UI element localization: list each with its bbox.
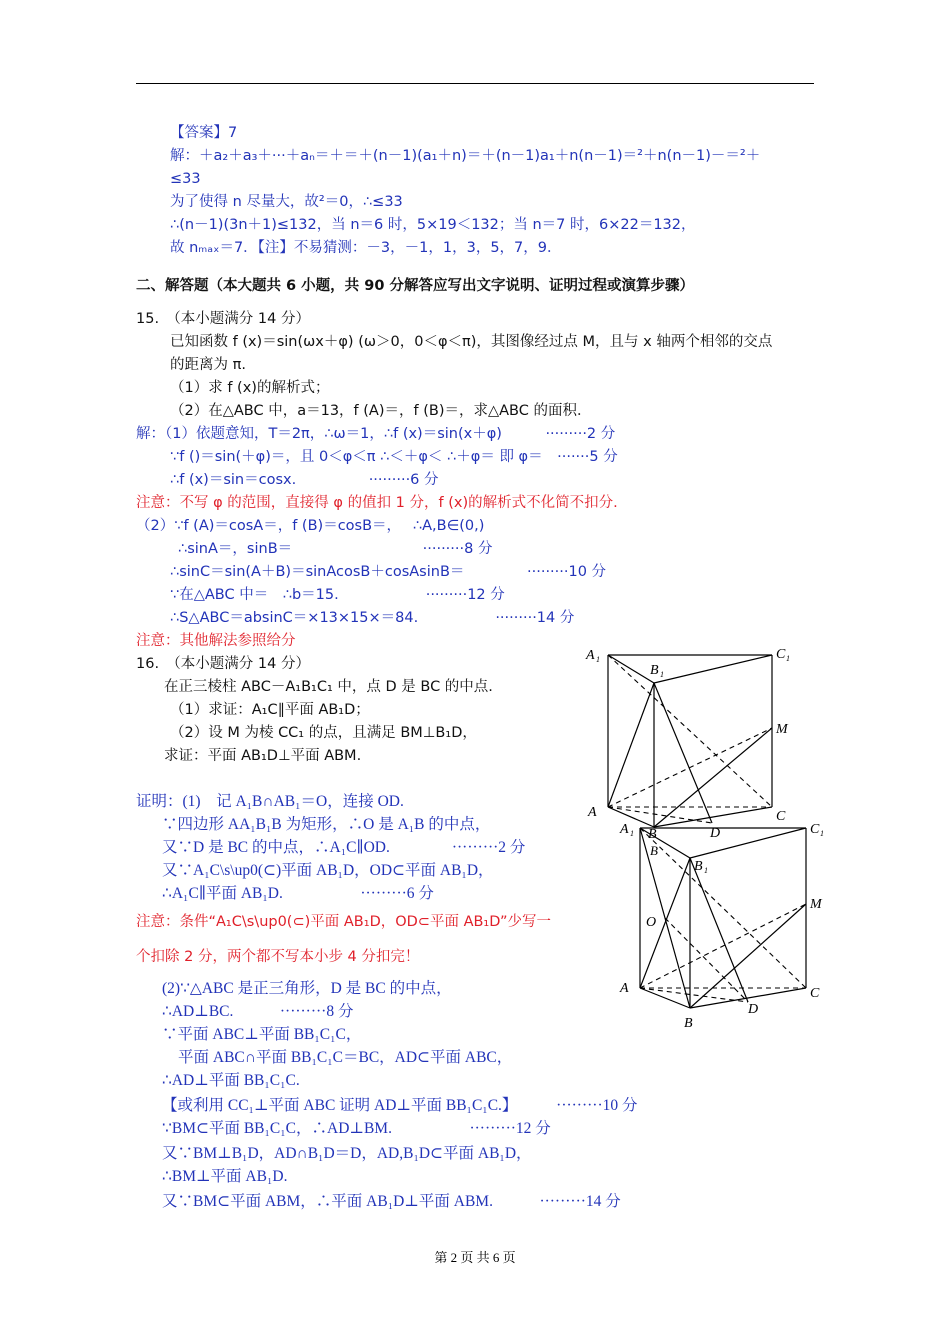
solution-line: 解：＋a₂＋a₃＋···＋aₙ＝＋＝＋(n－1)(a₁＋n)＝＋(n－1)a₁＋n(n－1)＝²＋n(n－1)－＝²＋ (170, 148, 761, 164)
label-M: M (776, 722, 788, 737)
label-O: O (646, 915, 657, 930)
answer-line: 【答案】7 (170, 125, 238, 141)
label-M: M (810, 897, 822, 912)
label-B1: B (650, 663, 659, 678)
solution-line: ∴S△ABC＝absinC＝×13×15×＝84. ·········14 分 (170, 610, 575, 626)
solution-line: ≤33 (170, 171, 201, 187)
label-B: B (684, 1016, 693, 1031)
section-heading: 二、解答题（本大题共 6 小题，共 90 分解答应写出文字说明、证明过程或演算步骤） (136, 278, 694, 294)
problem-text: （1）求 f (x)的解析式； (170, 380, 330, 396)
proof-line: 【或利用 CC₁⊥平面 ABC 证明 AD⊥平面 BB₁C₁C.】 ·········10 分 (162, 1097, 638, 1114)
solution-line: 解：（1）依题意知，T＝2π，∴ω＝1，∴f (x)＝sin(x＋φ) ·········2 分 (136, 426, 616, 442)
note-line: 注意：不写 φ 的范围，直接得 φ 的值扣 1 分，f (x)的解析式不化简不扣分. (136, 495, 618, 511)
page-footer: 第 2 页 共 6 页 (434, 1250, 516, 1265)
label-C1: C (776, 647, 786, 662)
label-A1-sub: 1 (596, 655, 600, 664)
label-C1-sub: 1 (820, 829, 824, 838)
label-B1-sub: 1 (704, 866, 708, 875)
label-B-top: B (650, 843, 658, 858)
label-B1: B (694, 859, 703, 874)
prism-figure-1 (580, 640, 800, 840)
proof-line: 又∵BM⊂平面 ABM，∴平面 AB₁D⊥平面 ABM. ·········14 分 (162, 1193, 621, 1210)
solution-line: ∵f ()＝sin(＋φ)＝，且 0＜φ＜π ∴＜＋φ＜ ∴＋φ＝ 即 φ＝ ·······5 分 (170, 449, 618, 465)
problem-text: 求证：平面 AB₁D⊥平面 ABM. (164, 748, 362, 764)
note-line: 个扣除 2 分，两个都不写本小步 4 分扣完！ (136, 949, 420, 965)
problem-text: 的距离为 π. (170, 357, 246, 373)
label-A: A (620, 981, 629, 996)
proof-line: 证明：(1) 记 A₁B∩AB₁＝O，连接 OD. (136, 793, 404, 810)
proof-line: 又∵BM⊥B₁D，AD∩B₁D＝D，AD,B₁D⊂平面 AB₁D， (162, 1145, 532, 1162)
label-C1: C (810, 822, 820, 837)
label-C: C (776, 809, 786, 824)
proof-line: ∴AD⊥平面 BB₁C₁C. (162, 1072, 300, 1089)
proof-line: ∴A₁C∥平面 AB₁D. ·········6 分 (162, 885, 434, 902)
header-rule (136, 83, 814, 84)
label-B: B (648, 827, 657, 840)
note-line: 注意：其他解法参照给分 (136, 633, 296, 649)
problem-text: 在正三棱柱 ABC－A₁B₁C₁ 中，点 D 是 BC 的中点. (164, 679, 493, 695)
label-D: D (710, 826, 721, 840)
label-A1-sub: 1 (630, 829, 634, 838)
problem-text: （2）在△ABC 中，a＝13，f (A)＝，f (B)＝，求△ABC 的面积． (170, 403, 592, 419)
label-B1-sub: 1 (660, 670, 664, 679)
problem-text: （1）求证：A₁C∥平面 AB₁D； (170, 702, 370, 718)
solution-line: ∵在△ABC 中＝ ∴b＝15. ·········12 分 (170, 587, 505, 603)
problem-text: 已知函数 f (x)＝sin(ωx＋φ) (ω＞0，0＜φ＜π)，其图像经过点 M，且与 x 轴两个相邻的交点 (170, 334, 773, 350)
label-C1-sub: 1 (786, 654, 790, 663)
solution-line: ∴sinA＝，sinB＝ ·········8 分 (178, 541, 493, 557)
solution-line: 为了使得 n 尽量大，故²＝0，∴≤33 (170, 194, 403, 210)
proof-line: ∵四边形 AA₁B₁B 为矩形，∴O 是 A₁B 的中点， (162, 816, 491, 833)
proof-line: 平面 ABC∩平面 BB₁C₁C＝BC，AD⊂平面 ABC， (178, 1049, 513, 1066)
solution-line: ∴sinC＝sin(A＋B)＝sinAcosB＋cosAsinB＝ ·········10 分 (170, 564, 607, 580)
solution-line: （2）∵f (A)＝cosA＝，f (B)＝cosB＝， ∴A,B∈(0,) (136, 518, 485, 534)
proof-line: ∵BM⊂平面 BB₁C₁C，∴AD⊥BM. ·········12 分 (162, 1120, 551, 1137)
proof-line: (2)∵△ABC 是正三角形，D 是 BC 的中点， (162, 980, 452, 997)
problem-number: 15. （本小题满分 14 分） (136, 311, 310, 327)
label-A: A (588, 805, 597, 820)
label-C: C (810, 986, 820, 1001)
solution-line: ∴(n－1)(3n＋1)≤132，当 n＝6 时，5×19＜132；当 n＝7 时，6×22＝132， (170, 217, 696, 233)
solution-line: 故 nₘₐₓ＝7．【注】不易猜测：－3，－1，1，3，5，7，9． (170, 240, 562, 256)
note-line: 注意：条件“A₁C\s\up0(⊂)平面 AB₁D，OD⊂平面 AB₁D”少写一 (136, 914, 552, 930)
label-A1: A (586, 648, 595, 663)
proof-line: ∴AD⊥BC. ·········8 分 (162, 1003, 354, 1020)
problem-number: 16. （本小题满分 14 分） (136, 656, 310, 672)
proof-line: 又∵A₁C\s\up0(⊂)平面 AB₁D，OD⊂平面 AB₁D， (162, 862, 494, 879)
proof-line: ∵平面 ABC⊥平面 BB₁C₁C， (162, 1026, 362, 1043)
prism-figure-2 (618, 818, 838, 1034)
proof-line: 又∵D 是 BC 的中点，∴A₁C∥OD. ·········2 分 (162, 839, 526, 856)
solution-line: ∴f (x)＝sin＝cosx. ·········6 分 (170, 472, 439, 488)
problem-text: （2）设 M 为棱 CC₁ 的点，且满足 BM⊥B₁D， (170, 725, 477, 741)
proof-line: ∴BM⊥平面 AB₁D. (162, 1168, 288, 1185)
label-A1: A (620, 822, 629, 837)
label-D: D (748, 1002, 759, 1017)
